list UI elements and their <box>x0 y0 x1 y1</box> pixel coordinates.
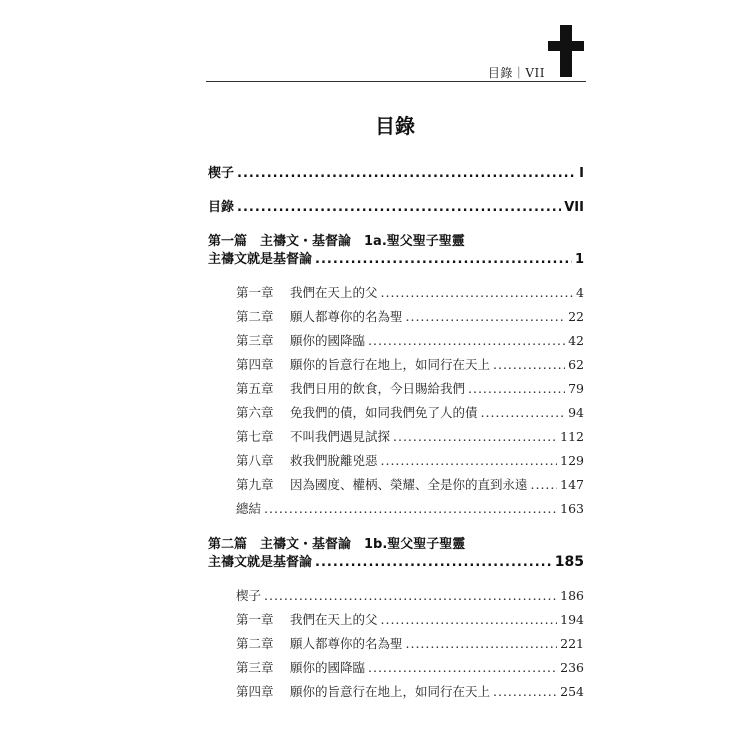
chapter-number: 第四章 <box>236 684 274 699</box>
leader-dots <box>468 381 565 396</box>
leader-dots <box>368 660 557 675</box>
toc-conclusion[interactable] <box>236 499 584 517</box>
chapter-title: 因為國度、權柄、榮耀、全是你的直到永遠 <box>290 477 528 492</box>
chapter-page: 129 <box>560 453 584 468</box>
entry-label: 楔子 <box>208 166 235 181</box>
chapter-number: 第二章 <box>236 636 274 651</box>
part2-heading: 第二篇 主禱文・基督論 1b.聖父聖子聖靈 <box>208 537 466 552</box>
entry-label: 主禱文就是基督論 <box>208 555 313 570</box>
leader-dots <box>531 477 558 492</box>
chapter-number: 第一章 <box>236 612 274 627</box>
toc-chapter[interactable] <box>236 475 584 493</box>
toc-entry-part2[interactable] <box>208 551 584 570</box>
toc-chapter[interactable] <box>236 610 584 628</box>
chapter-number: 第二章 <box>236 309 274 324</box>
chapter-page: 147 <box>560 477 584 492</box>
toc-chapter[interactable] <box>236 379 584 397</box>
page-title: 目錄 <box>375 114 415 138</box>
chapter-title: 不叫我們遇見試探 <box>290 429 391 444</box>
chapter-title: 我們在天上的父 <box>290 285 378 300</box>
chapter-title: 我們日用的飲食，今日賜給我們 <box>290 381 466 396</box>
cross-icon <box>560 25 572 77</box>
chapter-title: 願你的旨意行在地上，如同行在天上 <box>290 357 491 372</box>
chapter-page: 4 <box>576 285 584 300</box>
leader-dots <box>493 684 557 699</box>
toc-chapter[interactable] <box>236 634 584 652</box>
leader-dots <box>315 555 552 570</box>
chapter-page: 254 <box>560 684 584 699</box>
chapter-page: 236 <box>560 660 584 675</box>
toc-chapter[interactable] <box>236 283 584 301</box>
chapter-page: 79 <box>568 381 584 396</box>
toc-entry-part1[interactable] <box>208 248 584 267</box>
chapter-page: 62 <box>568 357 584 372</box>
chapter-page: 42 <box>568 333 584 348</box>
entry-page: 185 <box>554 554 584 570</box>
chapter-title: 願人都尊你的名為聖 <box>290 636 403 651</box>
toc-entry-prologue[interactable] <box>208 162 584 181</box>
chapter-page: 221 <box>560 636 584 651</box>
prologue-page: 186 <box>560 588 584 603</box>
toc-chapter[interactable] <box>236 403 584 421</box>
chapter-title: 免我們的債，如同我們免了人的債 <box>290 405 478 420</box>
leader-dots <box>493 357 565 372</box>
leader-dots <box>237 200 561 215</box>
chapter-title: 願你的旨意行在地上，如同行在天上 <box>290 684 491 699</box>
toc-entry-contents[interactable] <box>208 196 584 215</box>
conclusion-page: 163 <box>560 501 584 516</box>
toc-prologue[interactable] <box>236 586 584 604</box>
chapter-title: 救我們脫離兇惡 <box>290 453 378 468</box>
chapter-number: 第六章 <box>236 405 274 420</box>
leader-dots <box>381 285 574 300</box>
entry-page: I <box>579 166 584 181</box>
header-rule <box>206 81 586 82</box>
chapter-number: 第三章 <box>236 660 274 675</box>
leader-dots <box>264 501 557 516</box>
toc-chapter[interactable] <box>236 682 584 700</box>
leader-dots <box>393 429 557 444</box>
toc-chapter[interactable] <box>236 331 584 349</box>
leader-dots <box>481 405 566 420</box>
leader-dots <box>368 333 565 348</box>
leader-dots <box>381 453 558 468</box>
chapter-title: 願人都尊你的名為聖 <box>290 309 403 324</box>
leader-dots <box>264 588 557 603</box>
entry-label: 目錄 <box>208 200 235 215</box>
leader-dots <box>315 252 572 267</box>
chapter-title: 願你的國降臨 <box>290 660 366 675</box>
chapter-number: 第三章 <box>236 333 274 348</box>
chapter-number: 第四章 <box>236 357 274 372</box>
leader-dots <box>406 636 558 651</box>
toc-chapter[interactable] <box>236 427 584 445</box>
toc-chapter[interactable] <box>236 307 584 325</box>
chapter-page: 112 <box>560 429 584 444</box>
toc-chapter[interactable] <box>236 658 584 676</box>
chapter-title: 我們在天上的父 <box>290 612 378 627</box>
prologue-label: 楔子 <box>236 588 262 603</box>
leader-dots <box>237 166 576 181</box>
toc-chapter[interactable] <box>236 451 584 469</box>
chapter-number: 第九章 <box>236 477 274 492</box>
chapter-number: 第八章 <box>236 453 274 468</box>
chapter-page: 22 <box>568 309 584 324</box>
cross-icon-bar <box>548 41 584 51</box>
toc-chapter[interactable] <box>236 355 584 373</box>
chapter-number: 第一章 <box>236 285 274 300</box>
entry-label: 主禱文就是基督論 <box>208 252 313 267</box>
chapter-page: 94 <box>568 405 584 420</box>
leader-dots <box>381 612 558 627</box>
conclusion-label: 總結 <box>236 501 262 516</box>
chapter-number: 第五章 <box>236 381 274 396</box>
chapter-number: 第七章 <box>236 429 274 444</box>
running-head: 目錄｜VII <box>487 66 545 80</box>
entry-page: 1 <box>574 252 584 267</box>
chapter-title: 願你的國降臨 <box>290 333 366 348</box>
chapter-page: 194 <box>560 612 584 627</box>
entry-page: VII <box>564 200 584 215</box>
part1-heading: 第一篇 主禱文・基督論 1a.聖父聖子聖靈 <box>208 234 465 249</box>
leader-dots <box>406 309 566 324</box>
